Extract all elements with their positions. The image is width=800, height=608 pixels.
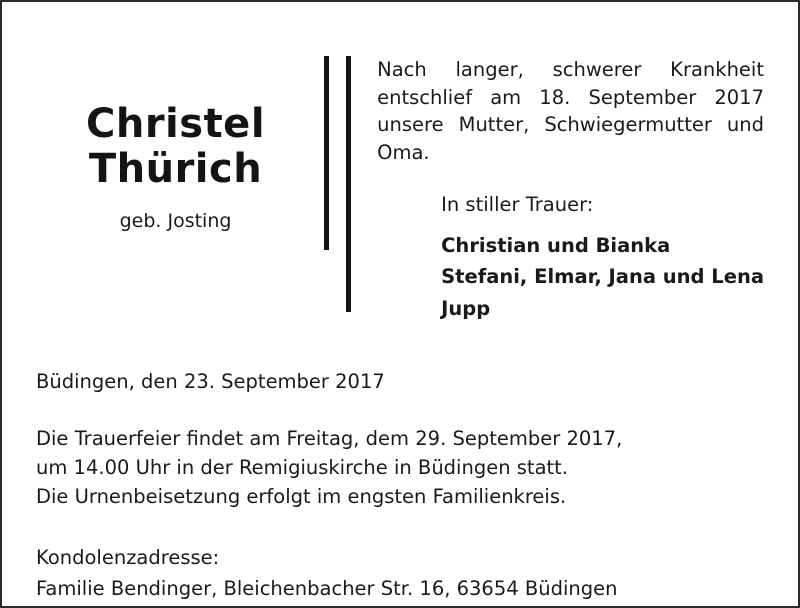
deceased-name-block — [36, 40, 315, 232]
mourner-name: Christian und Bianka — [441, 233, 671, 257]
mourner-name: Jupp — [441, 296, 491, 320]
condolence-label: Kondolenzadresse: — [36, 545, 220, 569]
ceremony-line: Die Trauerfeier findet am Freitag, dem 29. September 2017, — [36, 427, 623, 450]
deceased-maiden-name: geb. Josting — [119, 209, 232, 232]
deceased-last-name: Thürich — [88, 145, 263, 192]
divider-bar-right — [346, 56, 351, 312]
place-and-date: Büdingen, den 23. September 2017 — [36, 370, 385, 393]
ceremony-line: Die Urnenbeisetzung erfolgt im engsten Familienkreis. — [36, 484, 567, 508]
ceremony-details — [36, 425, 764, 512]
announcement-text: Nach langer, schwerer Krankheit entschlief am 18. September 2017 unsere Mutter, Schwiegermutter und Oma. — [377, 58, 764, 165]
mourner-name: Stefani, Elmar, Jana und Lena — [441, 265, 764, 289]
deceased-first-name: Christel — [85, 101, 266, 147]
mourners-block — [377, 193, 764, 325]
divider-bars — [324, 56, 358, 312]
mourners-title: In stiller Trauer: — [441, 192, 594, 216]
condolence-address: Familie Bendinger, Bleichenbacher Str. 16, 63654 Büdingen — [36, 576, 618, 600]
divider-bar-left — [324, 56, 329, 250]
ceremony-line: um 14.00 Uhr in der Remigiuskirche in Büdingen statt. — [36, 455, 569, 479]
bottom-section — [2, 370, 798, 600]
top-section — [2, 2, 798, 320]
vertical-divider — [315, 40, 367, 312]
right-block — [367, 40, 764, 324]
condolence-block — [36, 546, 764, 600]
